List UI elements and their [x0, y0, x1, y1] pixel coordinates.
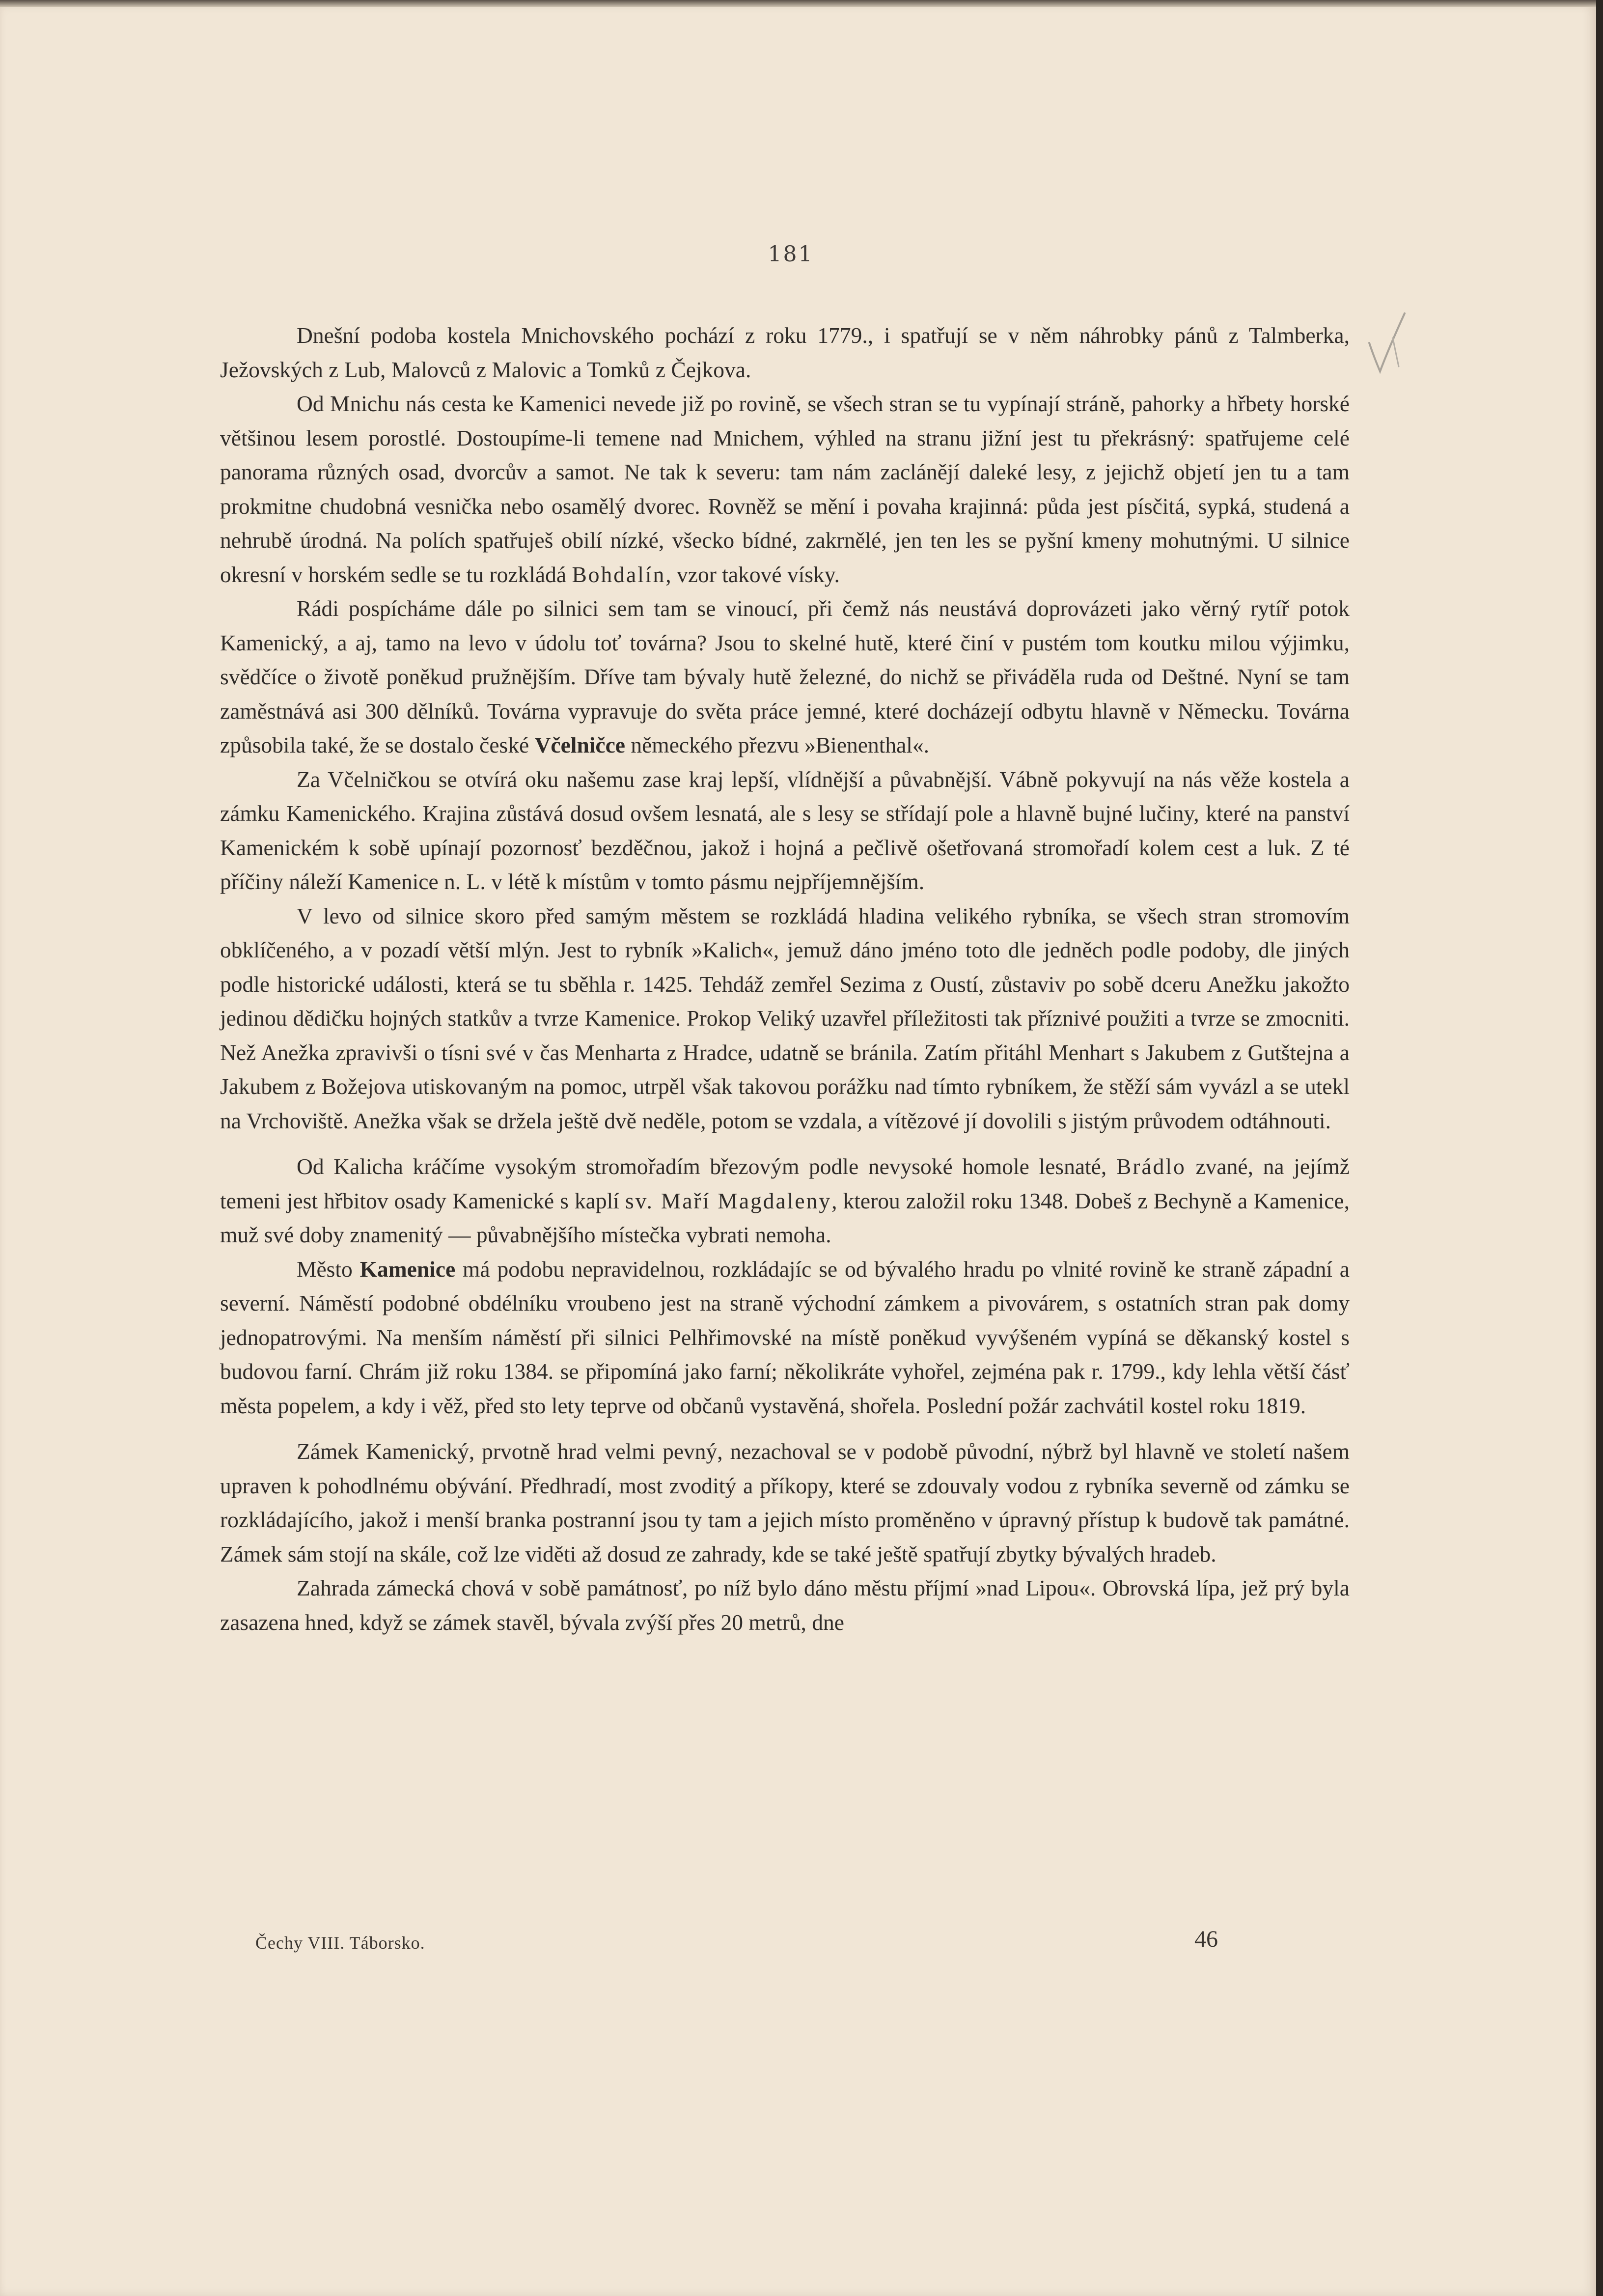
footer-sheet-number: 46 — [1194, 1926, 1218, 1952]
paragraph-text: zvané, na jejímž temeni jest hřbitov osady Kamenické s kaplí — [220, 1154, 1350, 1213]
paragraph-text: německého přezvu »Bienenthal«. — [625, 732, 930, 757]
paragraph-text: Dnešní podoba kostela Mnichovského pochází z roku 1779., i spatřují se v něm náhrobky pánů z Talmberka, Ježovských z Lub, Malovců z Malovic a Tomků z Čejkova. — [220, 323, 1350, 382]
paragraph-6 — [220, 1149, 1350, 1252]
paragraph-7 — [220, 1252, 1350, 1423]
paragraph-1 — [220, 318, 1350, 387]
page-top-edge — [0, 0, 1596, 7]
paragraph-9 — [220, 1571, 1350, 1639]
paragraph-5 — [220, 899, 1350, 1138]
pencil-check-mark-icon — [1364, 308, 1409, 382]
paragraph-text: Rádi pospícháme dále po silnici sem tam se vinoucí, při čemž nás neustává doprovázeti jako věrný rytíř potok Kamenický, a aj, tamo na levo v údolu toť továrna? Jsou to skelné hutě, které činí v pustém tom koutku milou výjimku, svědčíce o životě poněkud pružnějším. Dříve tam bývaly hutě železné, do nichž se přiváděla ruda od Deštné. Nyní se tam zaměstnává asi 300 dělníků. Továrna vypravuje do světa práce jemné, které docházejí odbytu hlavně v Německu. Továrna způsobila také, že se dostalo české — [220, 596, 1350, 757]
paragraph-text: V levo od silnice skoro před samým městem se rozkládá hladina velikého rybníka, se všech stran stromovím obklíčeného, a v pozadí větší mlýn. Jest to rybník »Kalich«, jemuž dáno jméno toto dle jedněch podle podoby, dle jiných podle historické události, která se tu sběhla r. 1425. Tehdáž zemřel Sezima z Oustí, zůstaviv po sobě dceru Anežku jakožto jedinou dědičku hojných statkův a tvrze Kamenice. Prokop Veliký uzavřel příležitosti tak příznivé použiti a tvrze se zmocniti. Než Anežka zpravivši o tísni své v čas Menharta z Hradce, udatně se bránila. Zatím přitáhl Menhart s Jakubem z Gutštejna a Jakubem z Božejova utiskovaným na pomoc, utrpěl však takovou porážku nad tímto rybníkem, že stěží sám vyvázl a se utekl na Vrchoviště. Anežka však se držela ještě dvě neděle, potom se vzdala, a vítězové jí dovolili s jistým průvodem odtáhnouti. — [220, 903, 1350, 1133]
paragraph-text: Zámek Kamenický, prvotně hrad velmi pevný, nezachoval se v podobě původní, nýbrž byl hlavně ve století našem upraven k pohodlnému obývání. Předhradí, most zvoditý a příkopy, které se zdouvaly vodou z rybníka severně od zámku se rozkládajícího, jakož i menší branka postranní jsou ty tam a jejich místo proměněno v úpravný přístup k budově tak památné. Zámek sám stojí na skále, což lze viděti až dosud ze zahrady, kde se také ještě spatřují zbytky bývalých hradeb. — [220, 1439, 1350, 1567]
paragraph-text: , vzor takové vísky. — [665, 561, 840, 587]
paragraph-2 — [220, 387, 1350, 591]
paragraph-text: Od Mnichu nás cesta ke Kamenici nevede již po rovině, se všech stran se tu vypínají stráně, pahorky a hřbety horské většinou lesem porostlé. Dostoupíme-li temene nad Mnichem, výhled na stranu jižní jest tu překrásný: spatřujeme celé panorama různých osad, dvorcův a samot. Ne tak k severu: tam nám zaclánějí daleké lesy, z jejichž objetí jen tu a tam prokmitne chudobná vesnička nebo osamělý dvorec. Rovněž se mění i povaha krajinná: půda jest písčitá, sypká, studená a nehrubě úrodná. Na polích spatřuješ obilí nízké, všecko bídné, zakrnělé, jen ten les se pyšní kmeny mohutnými. U silnice okresní v horském sedle se tu rozkládá — [220, 391, 1350, 587]
paragraph-8 — [220, 1434, 1350, 1571]
footer-signature: Čechy VIII. Táborsko. — [255, 1933, 425, 1953]
paragraph-3 — [220, 591, 1350, 762]
paragraph-text: Zahrada zámecká chová v sobě památnosť, po níž bylo dáno městu příjmí »nad Lipou«. Obrovská lípa, jež prý byla zasazena hned, když se zámek stavěl, bývala zvýší přes 20 metrů, dne — [220, 1575, 1350, 1635]
paragraph-text: Od Kalicha kráčíme vysokým stromořadím březovým podle nevysoké homole lesnaté, — [297, 1154, 1116, 1179]
paragraph-4 — [220, 762, 1350, 899]
page-number: 181 — [768, 242, 814, 267]
place-name-bradlo: Brádlo — [1116, 1154, 1186, 1179]
town-name-kamenice: Kamenice — [359, 1256, 456, 1282]
paragraph-text: , kterou založil roku 1348. Dobeš z Bechyně a Kamenice, muž své doby znamenitý — půvabnějšího místečka vybrati nemoha. — [220, 1188, 1350, 1247]
place-name-vcelnicce: Včelničce — [534, 732, 625, 757]
paragraph-text: Za Včelničkou se otvírá oku našemu zase kraj lepší, vlídnější a půvabnější. Vábně pokyvují na nás věže kostela a zámku Kamenického. Krajina zůstává dosud ovšem lesnatá, ale s lesy se střídají pole a hlavně bujné lučiny, které na panství Kamenickém k sobě upínají pozornosť bezděčnou, jakož i hojná a pečlivě ošetřovaná stromořadí kolem cest a luk. Z té příčiny náleží Kamenice n. L. v létě k místům v tomto pásmu nejpříjemnějším. — [220, 766, 1350, 894]
chapel-name: sv. Maří Magdaleny — [625, 1188, 832, 1213]
body-text — [220, 318, 1350, 1639]
paragraph-text: Město — [297, 1256, 360, 1282]
page-dark-edge — [1596, 0, 1603, 2296]
paragraph-text: má podobu nepravidelnou, rozkládajíc se od bývalého hradu po vlnité rovině ke straně západní a severní. Náměstí podobné obdélníku vroubeno jest na straně východní zámkem a pivovárem, s ostatních stran pak domy jednopatrovými. Na menším náměstí při silnici Pelhřimovské na místě poněkud vyvýšeném vypíná se děkanský kostel s budovou farní. Chrám již roku 1384. se připomíná jako farní; několikráte vyhořel, zejména pak r. 1799., kdy lehla větší čásť města popelem, a kdy i věž, před sto lety teprve od občanů vystavěná, shořela. Poslední požár zachvátil kostel roku 1819. — [220, 1256, 1350, 1418]
place-name-bohdalin: Bohdalín — [572, 561, 666, 587]
